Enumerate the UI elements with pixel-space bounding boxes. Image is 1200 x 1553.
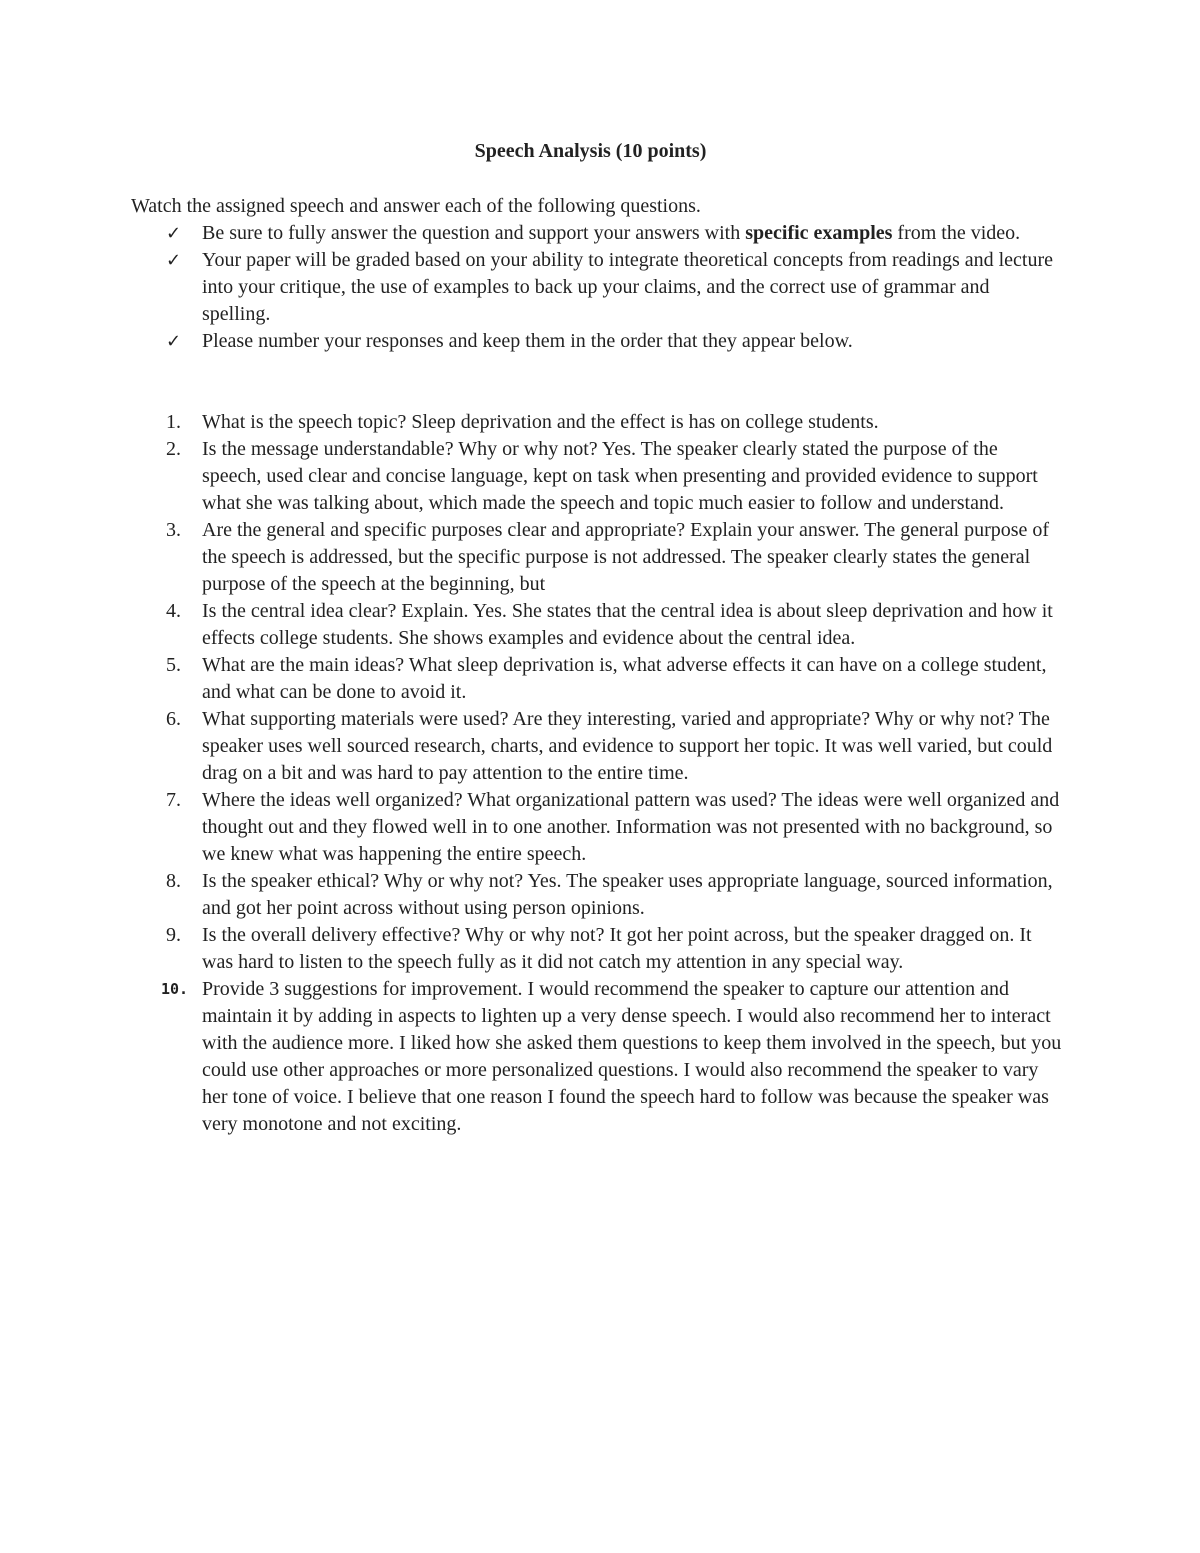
question-number: 6. <box>166 708 181 730</box>
question-item <box>0 976 1062 1138</box>
instruction-item <box>0 247 1062 328</box>
instruction-text: Please number your responses and keep them in the order that they appear below. <box>202 330 853 352</box>
checkmark-icon: ✓ <box>166 331 182 352</box>
question-text: Is the message understandable? Why or why not? Yes. The speaker clearly stated the purpose of the speech, used clear and concise language, kept on task when presenting and provided evidence to support what she was talking about, which made the speech and topic much easier to follow and understand. <box>202 438 1038 514</box>
question-text: Is the overall delivery effective? Why or why not? It got her point across, but the speaker dragged on. It was hard to listen to the speech fully as it did not catch my attention in any special way. <box>202 924 1032 973</box>
question-number: 2. <box>166 438 181 460</box>
question-number: 4. <box>166 600 181 622</box>
question-text: What is the speech topic? Sleep deprivation and the effect is has on college students. <box>202 411 879 433</box>
question-item <box>0 652 1062 706</box>
question-text: Are the general and specific purposes clear and appropriate? Explain your answer. The general purpose of the speech is addressed, but the specific purpose is not addressed. The speaker clearly states the general purpose of the speech at the beginning, but <box>202 519 1050 595</box>
question-number: 10. <box>161 980 189 998</box>
question-item <box>0 409 1062 436</box>
instruction-text-bold: specific examples <box>745 222 893 244</box>
instruction-text-pre: Be sure to fully answer the question and support your answers with <box>202 222 746 244</box>
instruction-list <box>0 220 1200 355</box>
question-text: Is the central idea clear? Explain. Yes. She states that the central idea is about sleep deprivation and how it effects college students. She shows examples and evidence about the central idea. <box>202 600 1053 649</box>
question-number: 8. <box>166 870 181 892</box>
question-item <box>0 436 1062 517</box>
question-number: 3. <box>166 519 181 541</box>
question-text: Where the ideas well organized? What organizational pattern was used? The ideas were well organized and thought out and they flowed well in to one another. Information was not presented with no background, so we knew what was happening the entire speech. <box>202 789 1060 865</box>
question-item <box>0 787 1062 868</box>
question-number: 9. <box>166 924 181 946</box>
instruction-item <box>0 220 1062 247</box>
document-title: Speech Analysis (10 points) <box>474 140 707 162</box>
question-item <box>0 922 1062 976</box>
instruction-text: Your paper will be graded based on your ability to integrate theoretical concepts from readings and lecture into your critique, the use of examples to back up your claims, and the correct use of grammar and spelling. <box>202 249 1054 325</box>
question-number: 1. <box>166 411 181 433</box>
question-list <box>0 409 1200 1138</box>
question-item <box>0 706 1062 787</box>
question-text: Provide 3 suggestions for improvement. I would recommend the speaker to capture our attention and maintain it by adding in aspects to lighten up a very dense speech. I would also recommend her to interact with the audience more. I liked how she asked them questions to keep them involved in the speech, but you could use other approaches or more personalized questions. I would also recommend the speaker to vary her tone of voice. I believe that one reason I found the speech hard to follow was because the speaker was very monotone and not exciting. <box>202 978 1062 1135</box>
instruction-item <box>0 328 1062 355</box>
checkmark-icon: ✓ <box>166 223 182 244</box>
instruction-text-post: from the video. <box>892 222 1021 244</box>
question-text: Is the speaker ethical? Why or why not? Yes. The speaker uses appropriate language, sourced information, and got her point across without using person opinions. <box>202 870 1053 919</box>
question-item <box>0 868 1062 922</box>
question-number: 7. <box>166 789 181 811</box>
checkmark-icon: ✓ <box>166 250 182 271</box>
question-item <box>0 517 1062 598</box>
question-number: 5. <box>166 654 181 676</box>
intro-text: Watch the assigned speech and answer each of the following questions. <box>131 195 701 217</box>
question-text: What supporting materials were used? Are they interesting, varied and appropriate? Why or why not? The speaker uses well sourced research, charts, and evidence to support her topic. It was well varied, but could drag on a bit and was hard to pay attention to the entire time. <box>202 708 1053 784</box>
question-item <box>0 598 1062 652</box>
question-text: What are the main ideas? What sleep deprivation is, what adverse effects it can have on a college student, and what can be done to avoid it. <box>202 654 1047 703</box>
